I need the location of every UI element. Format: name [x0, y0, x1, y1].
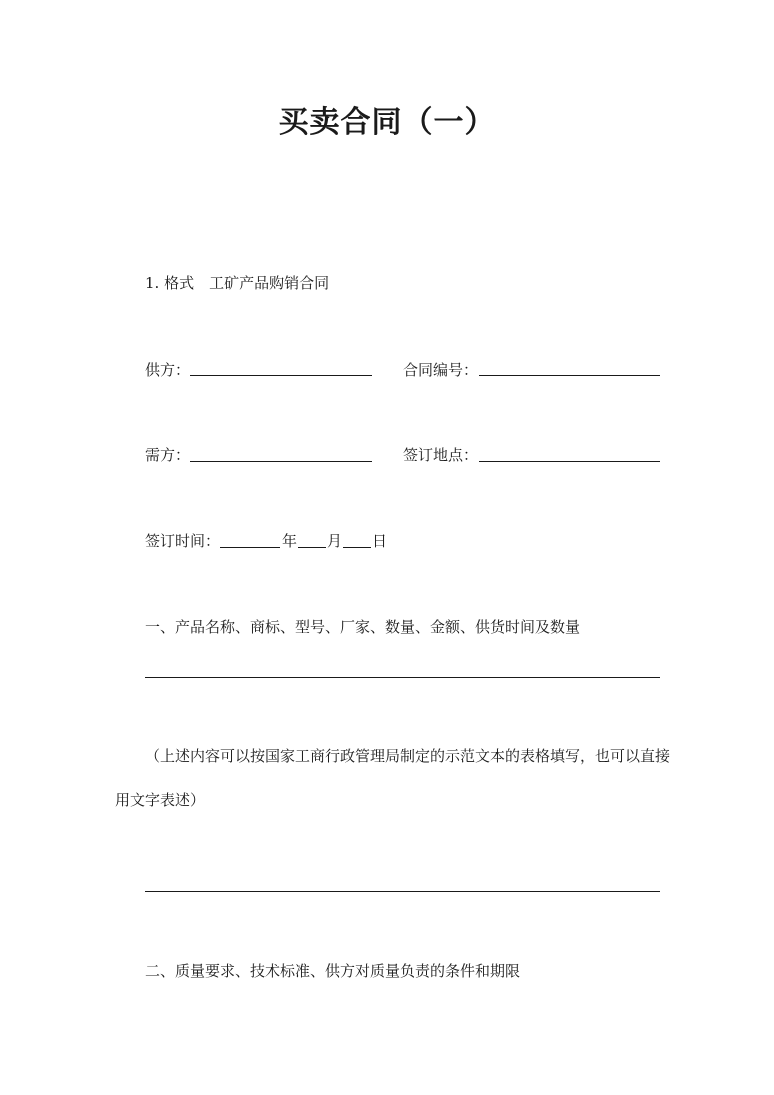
note-blank[interactable]: [145, 891, 660, 892]
sign-place-label: 签订地点：: [403, 446, 479, 464]
contract-no-label: 合同编号：: [403, 361, 479, 379]
supplier-blank[interactable]: [190, 375, 372, 376]
year-blank[interactable]: [220, 547, 280, 548]
day-label: 日: [372, 532, 388, 550]
page-title: 买卖合同（一）: [278, 105, 496, 140]
sign-time-label: 签订时间：: [145, 532, 221, 550]
supplier-label: 供方：: [145, 361, 191, 379]
month-blank[interactable]: [298, 547, 326, 548]
contract-no-blank[interactable]: [479, 375, 660, 376]
format-line: 1. 格式 工矿产品购销合同: [145, 274, 330, 292]
sign-place-blank[interactable]: [479, 461, 660, 462]
section-2-heading: 二、质量要求、技术标准、供方对质量负责的条件和期限: [145, 962, 521, 980]
section-1-blank[interactable]: [145, 677, 660, 678]
year-label: 年: [282, 532, 298, 550]
month-label: 月: [327, 532, 343, 550]
note-line-1: （上述内容可以按国家工商行政管理局制定的示范文本的表格填写，也可以直接: [145, 747, 671, 765]
section-1-heading: 一、产品名称、商标、型号、厂家、数量、金额、供货时间及数量: [145, 618, 581, 636]
buyer-blank[interactable]: [190, 461, 372, 462]
note-line-2: 用文字表述）: [115, 791, 206, 809]
buyer-label: 需方：: [145, 446, 191, 464]
day-blank[interactable]: [343, 547, 371, 548]
